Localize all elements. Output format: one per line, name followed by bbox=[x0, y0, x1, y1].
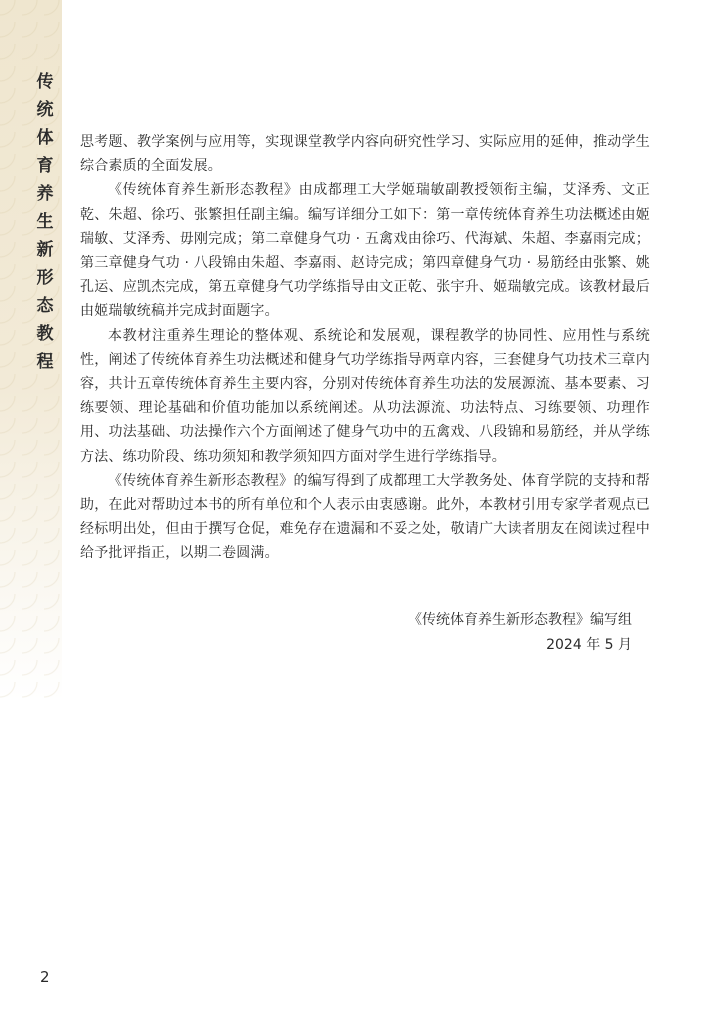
decorative-side-band bbox=[0, 0, 62, 700]
paragraph: 思考题、教学案例与应用等，实现课堂教学内容向研究性学习、实际应用的延伸，推动学生综合素质的全面发展。 bbox=[80, 134, 650, 175]
page-number: 2 bbox=[40, 968, 50, 986]
paragraph: 《传统体育养生新形态教程》的编写得到了成都理工大学教务处、体育学院的支持和帮助，在此对帮助过本书的所有单位和个人表示由衷感谢。此外，本教材引用专家学者观点已经标明出处，但由于撰写仓促，难免存在遗漏和不妥之处，敬请广大读者朋友在阅读过程中给予批评指正，以期二卷圆满。 bbox=[80, 472, 650, 562]
side-title-char: 养 bbox=[36, 184, 54, 204]
side-title-char: 形 bbox=[36, 268, 54, 288]
side-title-char: 育 bbox=[36, 156, 54, 176]
paragraph: 本教材注重养生理论的整体观、系统论和发展观，课程教学的协同性、应用性与系统性，阐述了传统体育养生功法概述和健身气功学练指导两章内容，三套健身气功技术三章内容，共计五章传统体育养生主要内容，分别对传统体育养生功法的发展源流、基本要素、习练要领、理论基础和价值功能加以系统阐述。从功法源流、功法特点、习练要领、功理作用、功法基础、功法操作六个方面阐述了健身气功中的五禽戏、八段锦和易筋经，并从学练方法、练功阶段、练功须知和教学须知四方面对学生进行学练指导。 bbox=[80, 327, 650, 465]
paragraph: 《传统体育养生新形态教程》由成都理工大学姬瑞敏副教授领衔主编，艾泽秀、文正乾、朱超、徐巧、张繁担任副主编。编写详细分工如下：第一章传统体育养生功法概述由姬瑞敏、艾泽秀、毋刚完成；第二章健身气功 · 五禽戏由徐巧、代海斌、朱超、李嘉雨完成；第三章健身气功 · 八段锦由朱超、李嘉雨、赵诗完成；第四章健身气功 · 易筋经由张繁、姚孔运、应凯杰完成，第五章健身气功学练指导由文正乾、张宇升、姬瑞敏完成。该教材最后由姬瑞敏统稿并完成封面题字。 bbox=[80, 182, 650, 320]
signature-group: 《传统体育养生新形态教程》编写组 bbox=[408, 612, 632, 628]
side-title-char: 生 bbox=[36, 212, 54, 232]
signature-block bbox=[408, 608, 632, 658]
side-title-char: 新 bbox=[36, 240, 54, 260]
side-title-char: 态 bbox=[36, 296, 54, 316]
side-book-title bbox=[34, 68, 56, 376]
body-text bbox=[80, 130, 650, 566]
signature-date: 2024 年 5 月 bbox=[546, 637, 632, 653]
side-title-char: 传 bbox=[36, 72, 54, 92]
side-title-char: 统 bbox=[36, 100, 54, 120]
side-title-char: 程 bbox=[36, 352, 54, 372]
side-title-char: 教 bbox=[36, 324, 54, 344]
side-title-char: 体 bbox=[36, 128, 54, 148]
